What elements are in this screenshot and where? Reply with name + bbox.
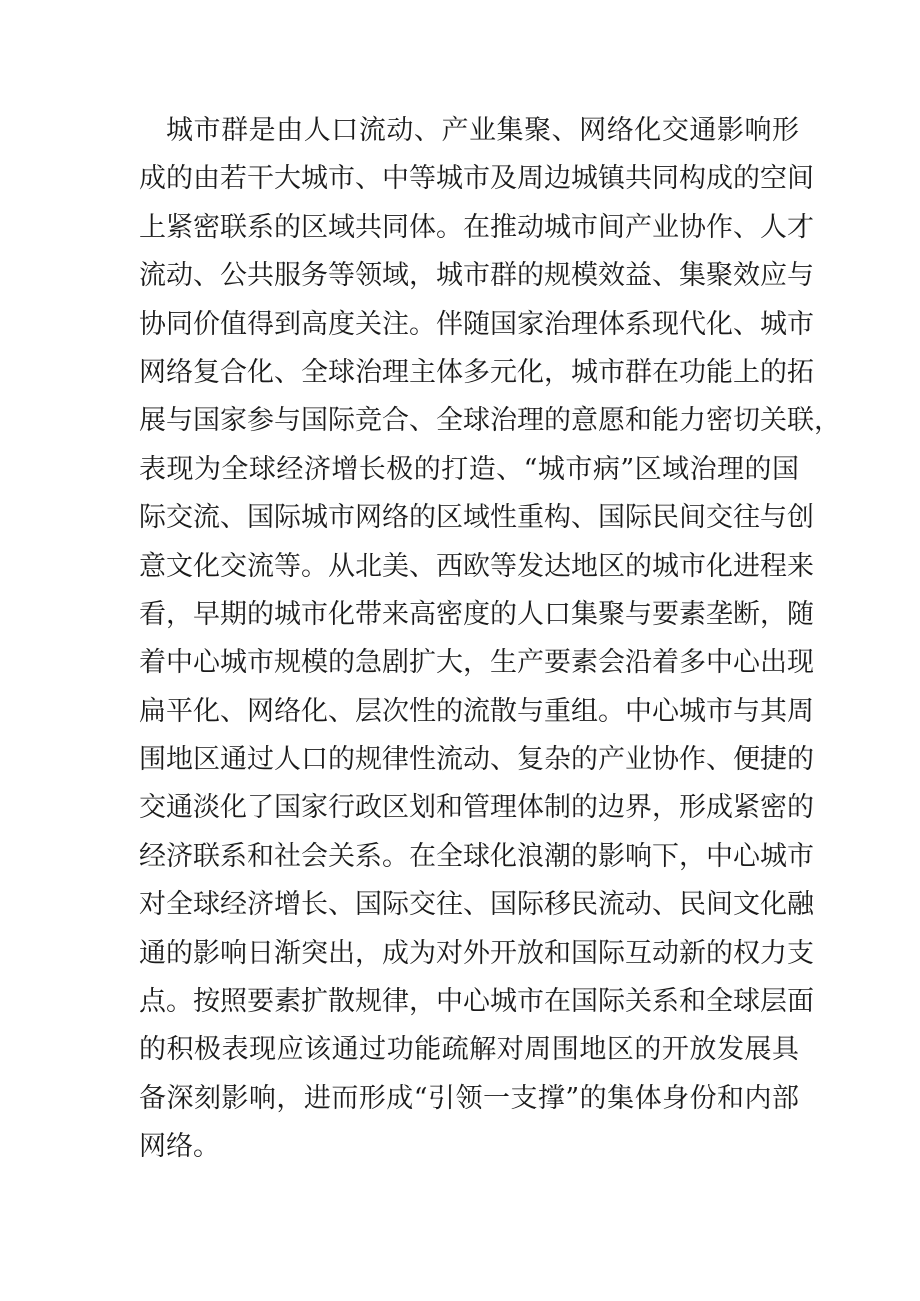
paragraph-line: 经济联系和社会关系。在全球化浪潮的影响下，中心城市 <box>139 840 814 872</box>
paragraph-line: 点。按照要素扩散规律，中心城市在国际关系和全球层面 <box>139 986 814 1018</box>
paragraph-line: 城市群是由人口流动、产业集聚、网络化交通影响形 <box>166 115 799 146</box>
paragraph-line: 围地区通过人口的规律性流动、复杂的产业协作、便捷的 <box>139 744 814 776</box>
paragraph-line: 扁平化、网络化、层次性的流散与重组。中心城市与其周 <box>139 695 814 727</box>
paragraph-line: 看，早期的城市化带来高密度的人口集聚与要素垄断，随 <box>139 598 814 630</box>
paragraph-line: 网络。 <box>139 1131 220 1163</box>
paragraph <box>139 107 841 1172</box>
paragraph-line: 备深刻影响，进而形成“引领一支撑”的集体身份和内部 <box>139 1082 799 1114</box>
paragraph-line: 际交流、国际城市网络的区域性重构、国际民间交往与创 <box>139 502 814 534</box>
paragraph-line: 成的由若干大城市、中等城市及周边城镇共同构成的空间 <box>139 163 814 195</box>
paragraph-line: 的积极表现应该通过功能疏解对周围地区的开放发展具 <box>139 1034 799 1066</box>
paragraph-line: 交通淡化了国家行政区划和管理体制的边界，形成紧密的 <box>139 792 814 824</box>
paragraph-line: 着中心城市规模的急剧扩大，生产要素会沿着多中心出现 <box>139 647 814 679</box>
paragraph-line: 意文化交流等。从北美、西欧等发达地区的城市化进程来 <box>139 550 814 582</box>
paragraph-line: 对全球经济增长、国际交往、国际移民流动、民间文化融 <box>139 889 814 921</box>
paragraph-line: 表现为全球经济增长极的打造、“城市病”区域治理的国 <box>139 453 799 485</box>
paragraph-line: 流动、公共服务等领域，城市群的规模效益、集聚效应与 <box>139 260 814 292</box>
paragraph-line: 上紧密联系的区域共同体。在推动城市间产业协作、人才 <box>139 211 814 243</box>
paragraph-line: 协同价值得到高度关注。伴随国家治理体系现代化、城市 <box>139 308 814 340</box>
paragraph-line: 通的影响日渐突出，成为对外开放和国际互动新的权力支 <box>139 937 814 969</box>
paragraph-line: 网络复合化、全球治理主体多元化，城市群在功能上的拓 <box>139 356 814 388</box>
paragraph-line: 展与国家参与国际竞合、全球治理的意愿和能力密切关联， <box>139 405 841 437</box>
